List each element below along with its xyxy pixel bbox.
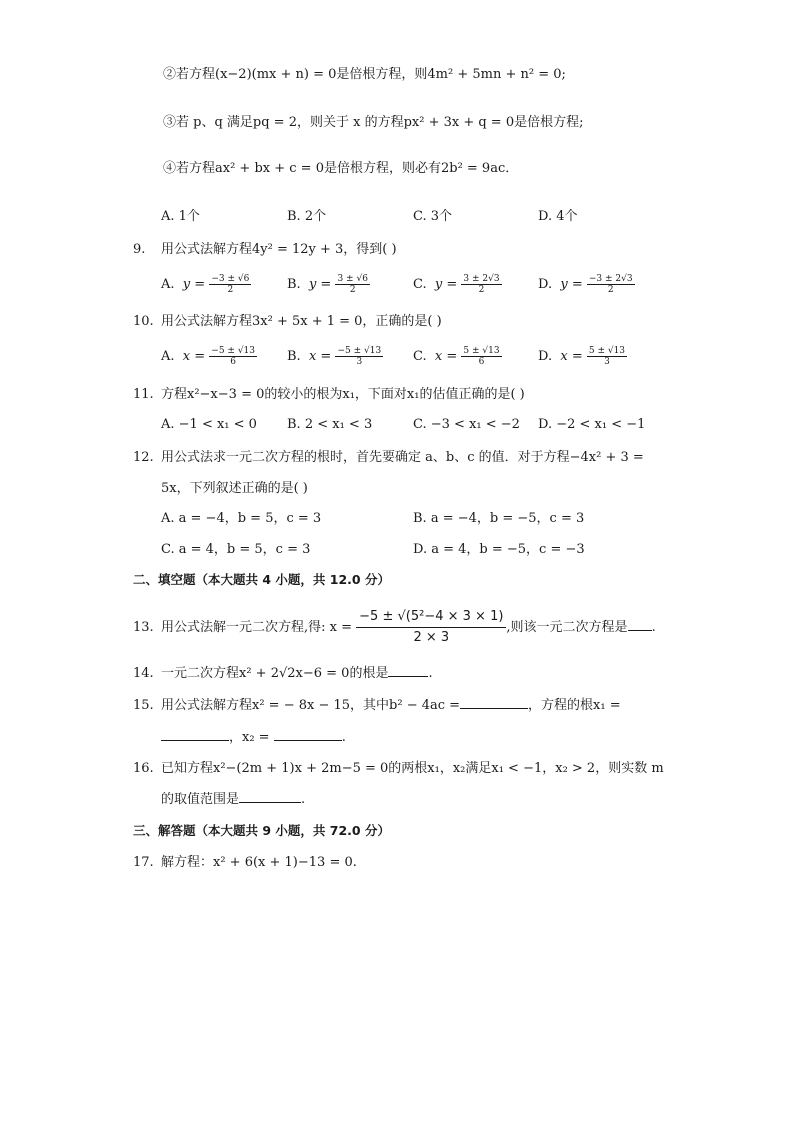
- question-stem: 用公式法解方程4y² = 12y + 3，得到( ): [161, 242, 397, 257]
- question-stem-line-1: 已知方程x²−(2m + 1)x + 2m−5 = 0的两根x₁，x₂满足x₁ < −1，x₂ > 2，则实数 m: [161, 761, 664, 776]
- denominator: 2: [478, 285, 485, 295]
- q9-option-d[interactable]: [538, 274, 635, 295]
- question-number: 17.: [133, 855, 154, 870]
- option-label: D.: [538, 277, 553, 292]
- option-fraction: [587, 274, 635, 295]
- q9-option-b[interactable]: [287, 274, 370, 295]
- question-stem-line-2: 的取值范围是: [161, 792, 240, 807]
- question-16-line-2: 的取值范围是 .: [161, 792, 306, 807]
- section-heading-fill-blank: 二、填空题（本大题共 4 小题，共 12.0 分）: [133, 572, 390, 587]
- denominator: 2 × 3: [413, 630, 450, 645]
- question-body: 一元二次方程x² + 2√2x−6 = 0的根是 .: [161, 666, 433, 681]
- answer-blank-x2[interactable]: [274, 728, 342, 741]
- option-label: B.: [287, 349, 301, 364]
- question-stem-tail: ,则该一元二次方程是: [506, 620, 628, 635]
- question-number: 16.: [133, 761, 154, 776]
- q12-option-c[interactable]: C. a = 4，b = 5，c = 3: [161, 542, 311, 557]
- q8-option-d[interactable]: D. 4个: [538, 209, 578, 224]
- question-stem: 方程x²−x−3 = 0的较小的根为x₁，下面对x₁的估值正确的是( ): [161, 387, 525, 402]
- option-label: D.: [538, 349, 553, 364]
- option-fraction: [461, 274, 501, 295]
- option-lhs: x =: [560, 349, 583, 364]
- option-lhs: y =: [434, 277, 458, 292]
- numerator: −3 ± √6: [211, 274, 250, 284]
- option-label: C.: [413, 349, 427, 364]
- option-label: A.: [161, 349, 175, 364]
- statement-3: ③若 p、q 满足pq = 2，则关于 x 的方程px² + 3x + q = 0是倍根方程;: [163, 115, 584, 130]
- option-fraction: [209, 274, 251, 295]
- denominator: 3: [356, 357, 363, 367]
- question-number: 12.: [133, 450, 154, 465]
- numerator: −5 ± √(5²−4 × 3 × 1): [356, 607, 506, 628]
- question-stem: 解方程：x² + 6(x + 1)−13 = 0.: [161, 855, 357, 870]
- answer-blank[interactable]: [388, 664, 428, 677]
- question-number: 14.: [133, 666, 154, 681]
- question-number: 13.: [133, 620, 154, 635]
- option-lhs: x =: [434, 349, 458, 364]
- numerator: 3 ± 2√3: [463, 274, 500, 284]
- denominator: 3: [604, 357, 610, 367]
- option-lhs: y =: [308, 277, 332, 292]
- numerator: −5 ± √13: [211, 346, 256, 356]
- option-label: B.: [287, 277, 301, 292]
- q9-option-c[interactable]: [413, 274, 502, 295]
- option-fraction: [209, 346, 257, 367]
- q11-option-c[interactable]: C. −3 < x₁ < −2: [413, 417, 520, 432]
- numerator: −5 ± √13: [337, 346, 382, 356]
- q8-option-a[interactable]: A. 1个: [161, 209, 200, 224]
- option-lhs: y =: [182, 277, 206, 292]
- answer-blank-x1[interactable]: [161, 728, 229, 741]
- question-stem-line-2: 5x，下列叙述正确的是( ): [161, 481, 308, 496]
- option-fraction: [587, 346, 627, 367]
- option-fraction: [461, 346, 501, 367]
- question-13-body: 用公式法解一元二次方程,得: x = $\frac{\text{−5 ± √(5²−4 × 3 × 1)}}{2 \times 3}$ ,则该一元二次方程是 .: [161, 604, 656, 652]
- q8-option-c[interactable]: C. 3个: [413, 209, 453, 224]
- statement-2: ②若方程(x−2)(mx + n) = 0是倍根方程，则4m² + 5mn + n² = 0;: [163, 67, 566, 82]
- denominator: 2: [349, 285, 356, 295]
- option-label: C.: [413, 277, 427, 292]
- question-number: 10.: [133, 314, 154, 329]
- section-heading-solve: 三、解答题（本大题共 9 小题，共 72.0 分）: [133, 823, 390, 838]
- question-stem-x2: ，x₂ =: [229, 730, 270, 745]
- q10-option-d[interactable]: [538, 346, 627, 367]
- option-lhs: x =: [308, 349, 332, 364]
- denominator: 6: [230, 357, 237, 367]
- question-stem: 用公式法解一元二次方程,得: x =: [161, 620, 353, 635]
- q11-option-a[interactable]: A. −1 < x₁ < 0: [161, 417, 257, 432]
- numerator: 5 ± √13: [463, 346, 500, 356]
- option-lhs: x =: [182, 349, 206, 364]
- denominator: 2: [607, 285, 614, 295]
- denominator: 6: [478, 357, 485, 367]
- q8-option-b[interactable]: B. 2个: [287, 209, 327, 224]
- statement-4: ④若方程ax² + bx + c = 0是倍根方程，则必有2b² = 9ac．: [163, 161, 519, 176]
- question-number: 11.: [133, 387, 154, 402]
- question-stem-mid: ，方程的根x₁ =: [528, 698, 621, 713]
- q12-option-a[interactable]: A. a = −4，b = 5，c = 3: [161, 511, 322, 526]
- question-stem: 用公式法解方程3x² + 5x + 1 = 0，正确的是( ): [161, 314, 442, 329]
- question-stem-line-1: 用公式法求一元二次方程的根时，首先要确定 a、b、c 的值．对于方程−4x² + 3 =: [161, 450, 644, 465]
- q10-option-b[interactable]: [287, 346, 383, 367]
- q12-option-b[interactable]: B. a = −4，b = −5，c = 3: [413, 511, 585, 526]
- formula-fraction: [356, 607, 506, 648]
- denominator: 2: [227, 285, 234, 295]
- q9-option-a[interactable]: [161, 274, 251, 295]
- numerator: −3 ± 2√3: [588, 274, 633, 284]
- q10-option-a[interactable]: [161, 346, 257, 367]
- question-stem: 用公式法解方程x² = − 8x − 15，其中b² − 4ac =: [161, 698, 461, 713]
- option-fraction: [335, 274, 369, 295]
- question-15-line-2: ，x₂ = .: [161, 728, 346, 748]
- option-lhs: y =: [560, 277, 583, 292]
- numerator: 3 ± √6: [337, 274, 368, 284]
- question-body: [161, 696, 621, 716]
- option-fraction: [335, 346, 383, 367]
- answer-blank[interactable]: [628, 618, 652, 631]
- q10-option-c[interactable]: [413, 346, 502, 367]
- q11-option-b[interactable]: B. 2 < x₁ < 3: [287, 417, 373, 432]
- question-number: 15.: [133, 698, 154, 713]
- question-number: 9.: [133, 242, 146, 257]
- numerator: 5 ± √13: [588, 346, 626, 356]
- option-label: A.: [161, 277, 175, 292]
- answer-blank-discriminant[interactable]: [460, 696, 528, 709]
- question-stem: 一元二次方程x² + 2√2x−6 = 0的根是: [161, 666, 389, 681]
- q11-option-d[interactable]: D. −2 < x₁ < −1: [538, 417, 646, 432]
- q12-option-d[interactable]: D. a = 4，b = −5，c = −3: [413, 542, 585, 557]
- answer-blank[interactable]: [239, 790, 301, 803]
